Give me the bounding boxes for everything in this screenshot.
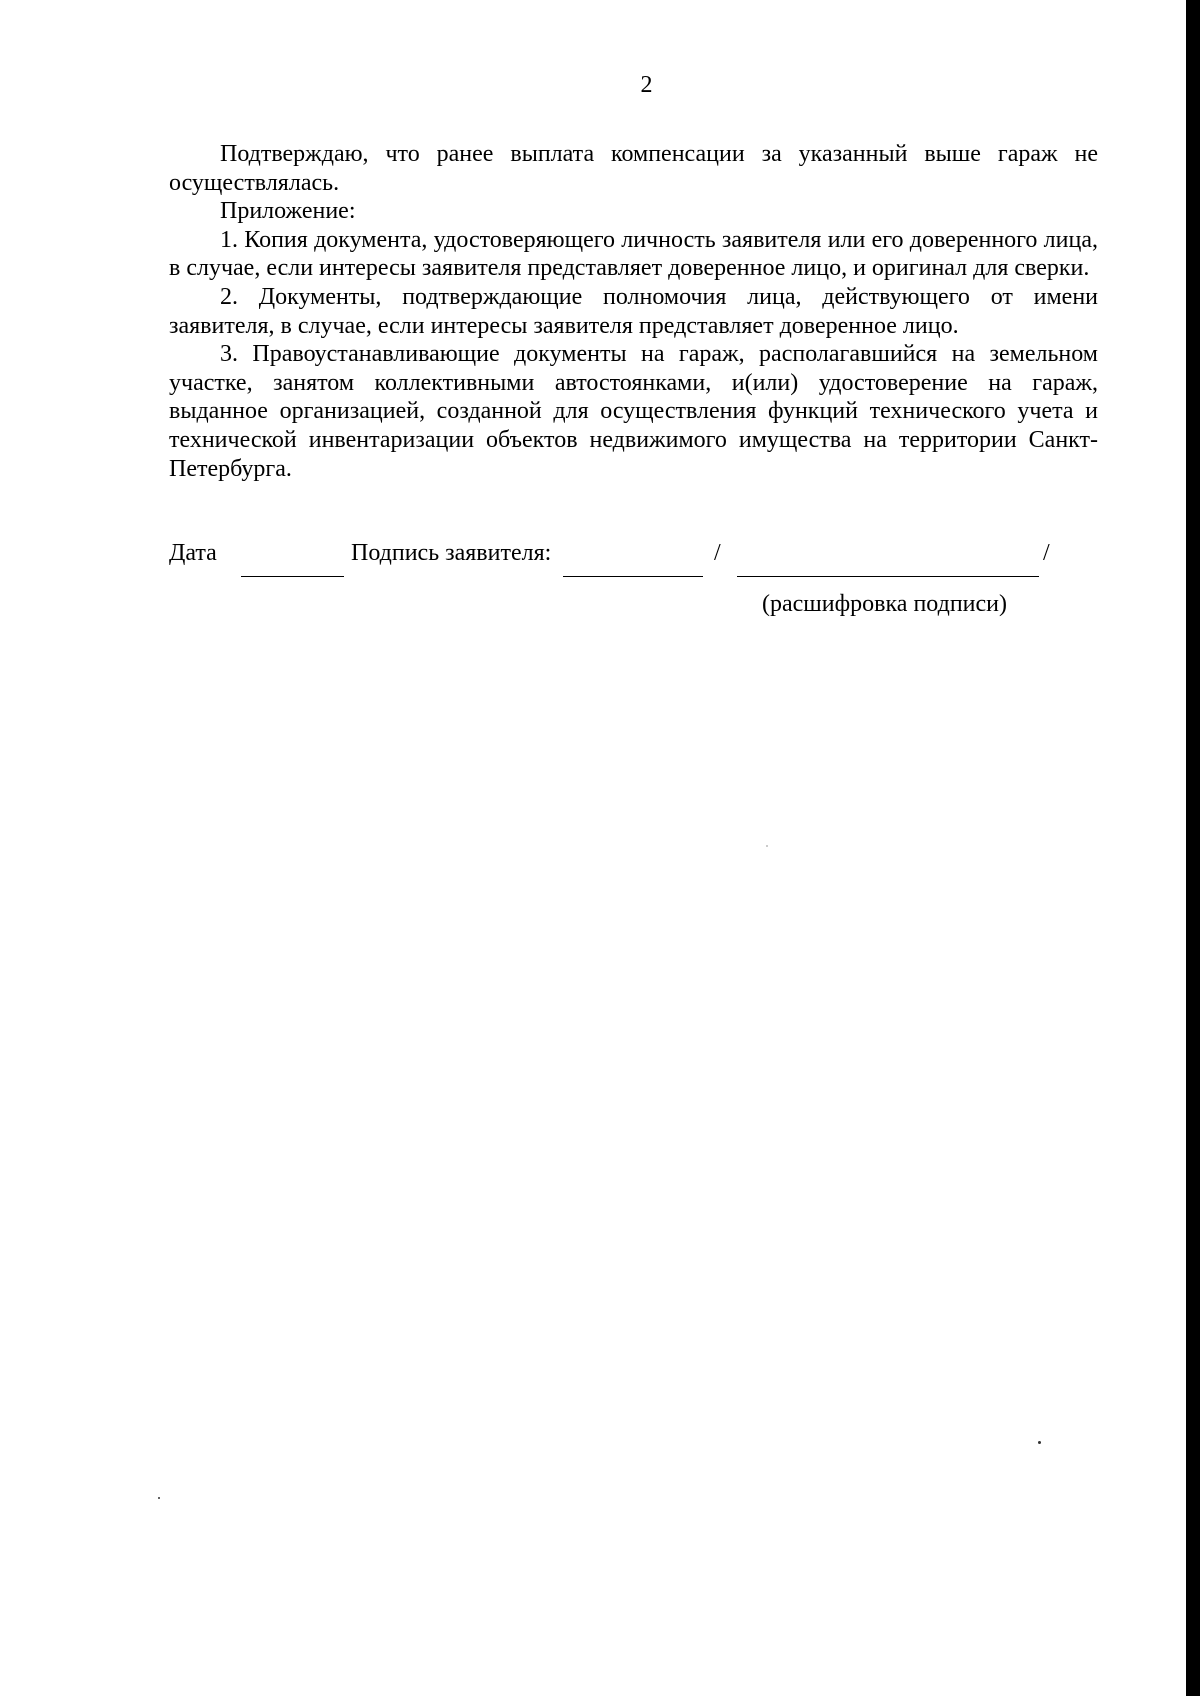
signature-decode-label: (расшифровка подписи) (762, 591, 1007, 617)
appendix-item-2: 2. Документы, подтверждающие полномочия лица, действующего от имени заявителя, в случае, если интересы заявителя представляет доверенное лицо. (169, 283, 1098, 339)
confirmation-paragraph: Подтверждаю, что ранее выплата компенсации за указанный выше гараж не осуществлялась. (169, 141, 1098, 196)
date-blank-line[interactable] (241, 576, 344, 577)
scan-edge-bar (1186, 0, 1200, 1696)
appendix-item-1: 1. Копия документа, удостоверяющего личность заявителя или его доверенного лица, в случае, если интересы заявителя представляет доверенное лицо, и оригинал для сверки. (169, 226, 1098, 282)
date-label: Дата (169, 540, 217, 566)
scan-speck (766, 845, 768, 847)
separator-slash-right: / (1043, 540, 1050, 566)
appendix-item-3: 3. Правоустанавливающие документы на гараж, располагавшийся на земельном участке, занятом коллективными автостоянками, и(или) удостоверение на гараж, выданное организацией, созданной для осуществления функций технического учета и технической инвентаризации объектов недвижимого имущества на территории Санкт-Петербурга. (169, 341, 1098, 482)
separator-slash-left: / (714, 540, 721, 566)
scan-speck (158, 1497, 160, 1499)
scan-speck (1038, 1441, 1041, 1444)
signature-blank-line[interactable] (563, 576, 703, 577)
page-number: 2 (640, 72, 653, 98)
body-text (169, 140, 1098, 483)
signature-label: Подпись заявителя: (351, 540, 552, 566)
decode-blank-line[interactable] (737, 576, 1039, 577)
appendix-heading: Приложение: (220, 198, 356, 225)
